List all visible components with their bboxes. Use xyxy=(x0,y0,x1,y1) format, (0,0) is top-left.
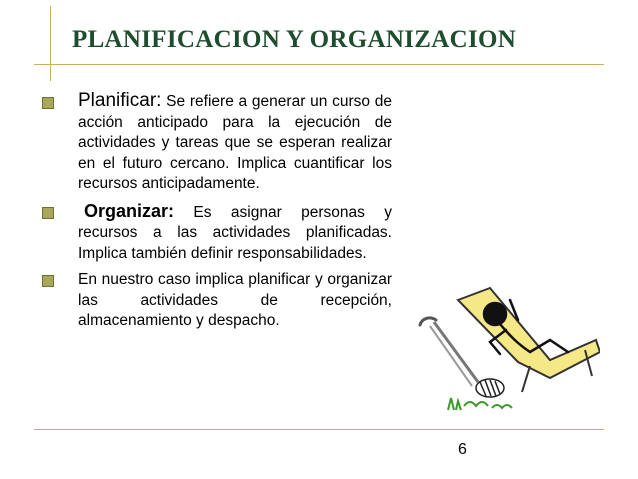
square-bullet-icon xyxy=(42,207,54,219)
term-planificar: Planificar: xyxy=(78,90,162,111)
footer-rule xyxy=(34,429,604,430)
page-number: 6 xyxy=(458,441,467,458)
square-bullet-icon xyxy=(42,97,54,109)
term-organizar: Organizar: xyxy=(84,200,175,221)
definition-organizar: Es asignar personas y recursos a las actividades planificadas. Implica también definir responsabilidades. xyxy=(78,203,393,262)
bullet-item-organizar xyxy=(42,201,392,265)
definition-nuestro-caso: En nuestro caso implica planificar y organizar las actividades de recepción, almacenamiento y despacho. xyxy=(78,271,392,329)
definition-planificar: Se refiere a generar un curso de acción anticipado para la ejecución de actividades y tareas que se esperan realizar en el futuro cercano. Implica cuantificar los recursos anticipadamente. xyxy=(78,93,392,192)
decorative-vertical-rule xyxy=(50,6,51,81)
bullet-item-planificar xyxy=(42,91,392,195)
square-bullet-icon xyxy=(42,275,54,287)
bullet-list xyxy=(42,91,392,338)
bullet-item-nuestro-caso xyxy=(42,270,392,332)
title-underline-rule xyxy=(34,64,604,65)
lounge-chair-lawnmower-icon xyxy=(400,270,600,420)
slide-title: PLANIFICACION Y ORGANIZACION xyxy=(72,26,517,53)
